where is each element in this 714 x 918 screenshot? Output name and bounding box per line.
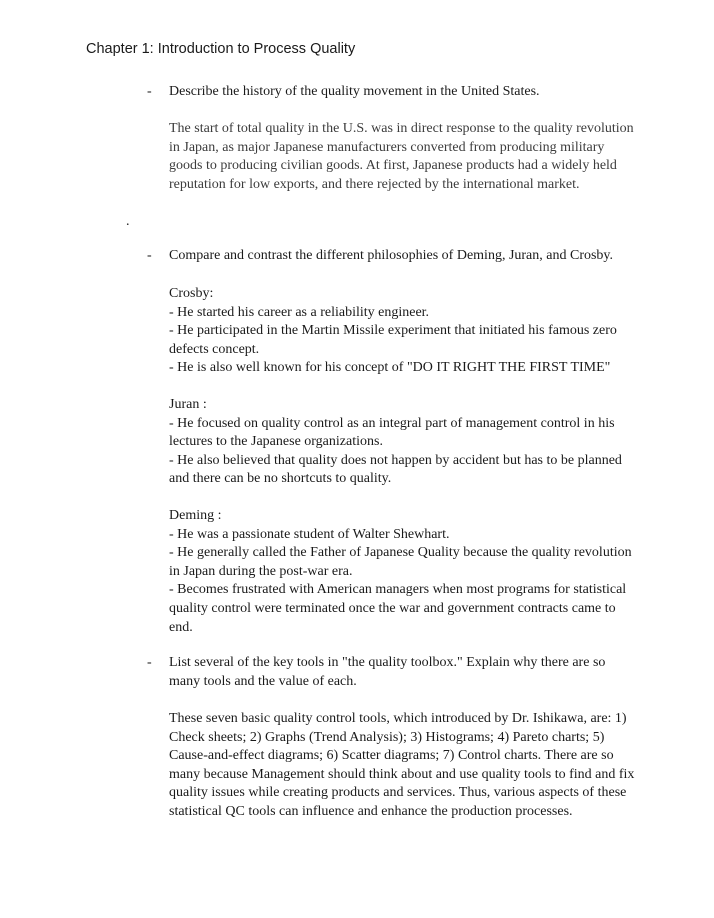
deming-point: - Becomes frustrated with American managers when most programs for statistical quality control were terminated once the war and government contracts came to end. <box>169 582 627 635</box>
chapter-title: Chapter 1: Introduction to Process Quality <box>86 41 356 57</box>
question-text: List several of the key tools in "the quality toolbox." Explain why there are so many tools and the value of each. <box>169 655 606 689</box>
stray-mark: . <box>126 214 130 229</box>
question-text: Describe the history of the quality movement in the United States. <box>169 84 540 99</box>
crosby-point: - He participated in the Martin Missile experiment that initiated his famous zero defects concept. <box>169 323 617 357</box>
crosby-section <box>169 285 635 378</box>
question-2 <box>147 247 617 266</box>
answer-text: The start of total quality in the U.S. was in direct response to the quality revolution in Japan, as major Japanese manufacturers converted from producing military goods to producing civilian goods. At first, Japanese products had a widely held reputation for low exports, and there rejected by the international market. <box>169 121 634 192</box>
answer-text: These seven basic quality control tools, which introduced by Dr. Ishikawa, are: 1) Check sheets; 2) Graphs (Trend Analysis); 3) Histograms; 4) Pareto charts; 5) Cause-and-effect diagrams; 6) Scatter diagrams; 7) Control charts. There are so many because Management should think about and use quality tools to find and fix quality issues while creating products and services. Thus, various aspects of these statistical QC tools can influence and enhance the production processes. <box>169 711 635 819</box>
crosby-point: - He started his career as a reliability engineer. <box>169 304 430 320</box>
question-1 <box>147 83 617 102</box>
crosby-point: - He is also well known for his concept of "DO IT RIGHT THE FIRST TIME" <box>169 360 611 376</box>
deming-point: - He generally called the Father of Japanese Quality because the quality revolution in Japan during the post-war era. <box>169 545 632 579</box>
question-bullet: - <box>147 655 152 670</box>
crosby-heading: Crosby: <box>169 286 214 301</box>
juran-point: - He focused on quality control as an integral part of management control in his lectures to the Japanese organizations. <box>169 415 615 450</box>
deming-section <box>169 507 635 637</box>
question-3 <box>147 654 617 691</box>
juran-point: - He also believed that quality does not happen by accident but has to be planned and there can be no shortcuts to quality. <box>169 452 622 487</box>
answer-3 <box>169 710 635 822</box>
question-bullet: - <box>147 248 152 263</box>
deming-point: - He was a passionate student of Walter Shewhart. <box>169 526 450 542</box>
juran-heading: Juran : <box>169 397 207 412</box>
question-text: Compare and contrast the different philosophies of Deming, Juran, and Crosby. <box>169 248 614 263</box>
deming-heading: Deming : <box>169 508 222 523</box>
answer-1 <box>169 120 635 194</box>
question-bullet: - <box>147 84 152 99</box>
juran-section <box>169 396 635 489</box>
